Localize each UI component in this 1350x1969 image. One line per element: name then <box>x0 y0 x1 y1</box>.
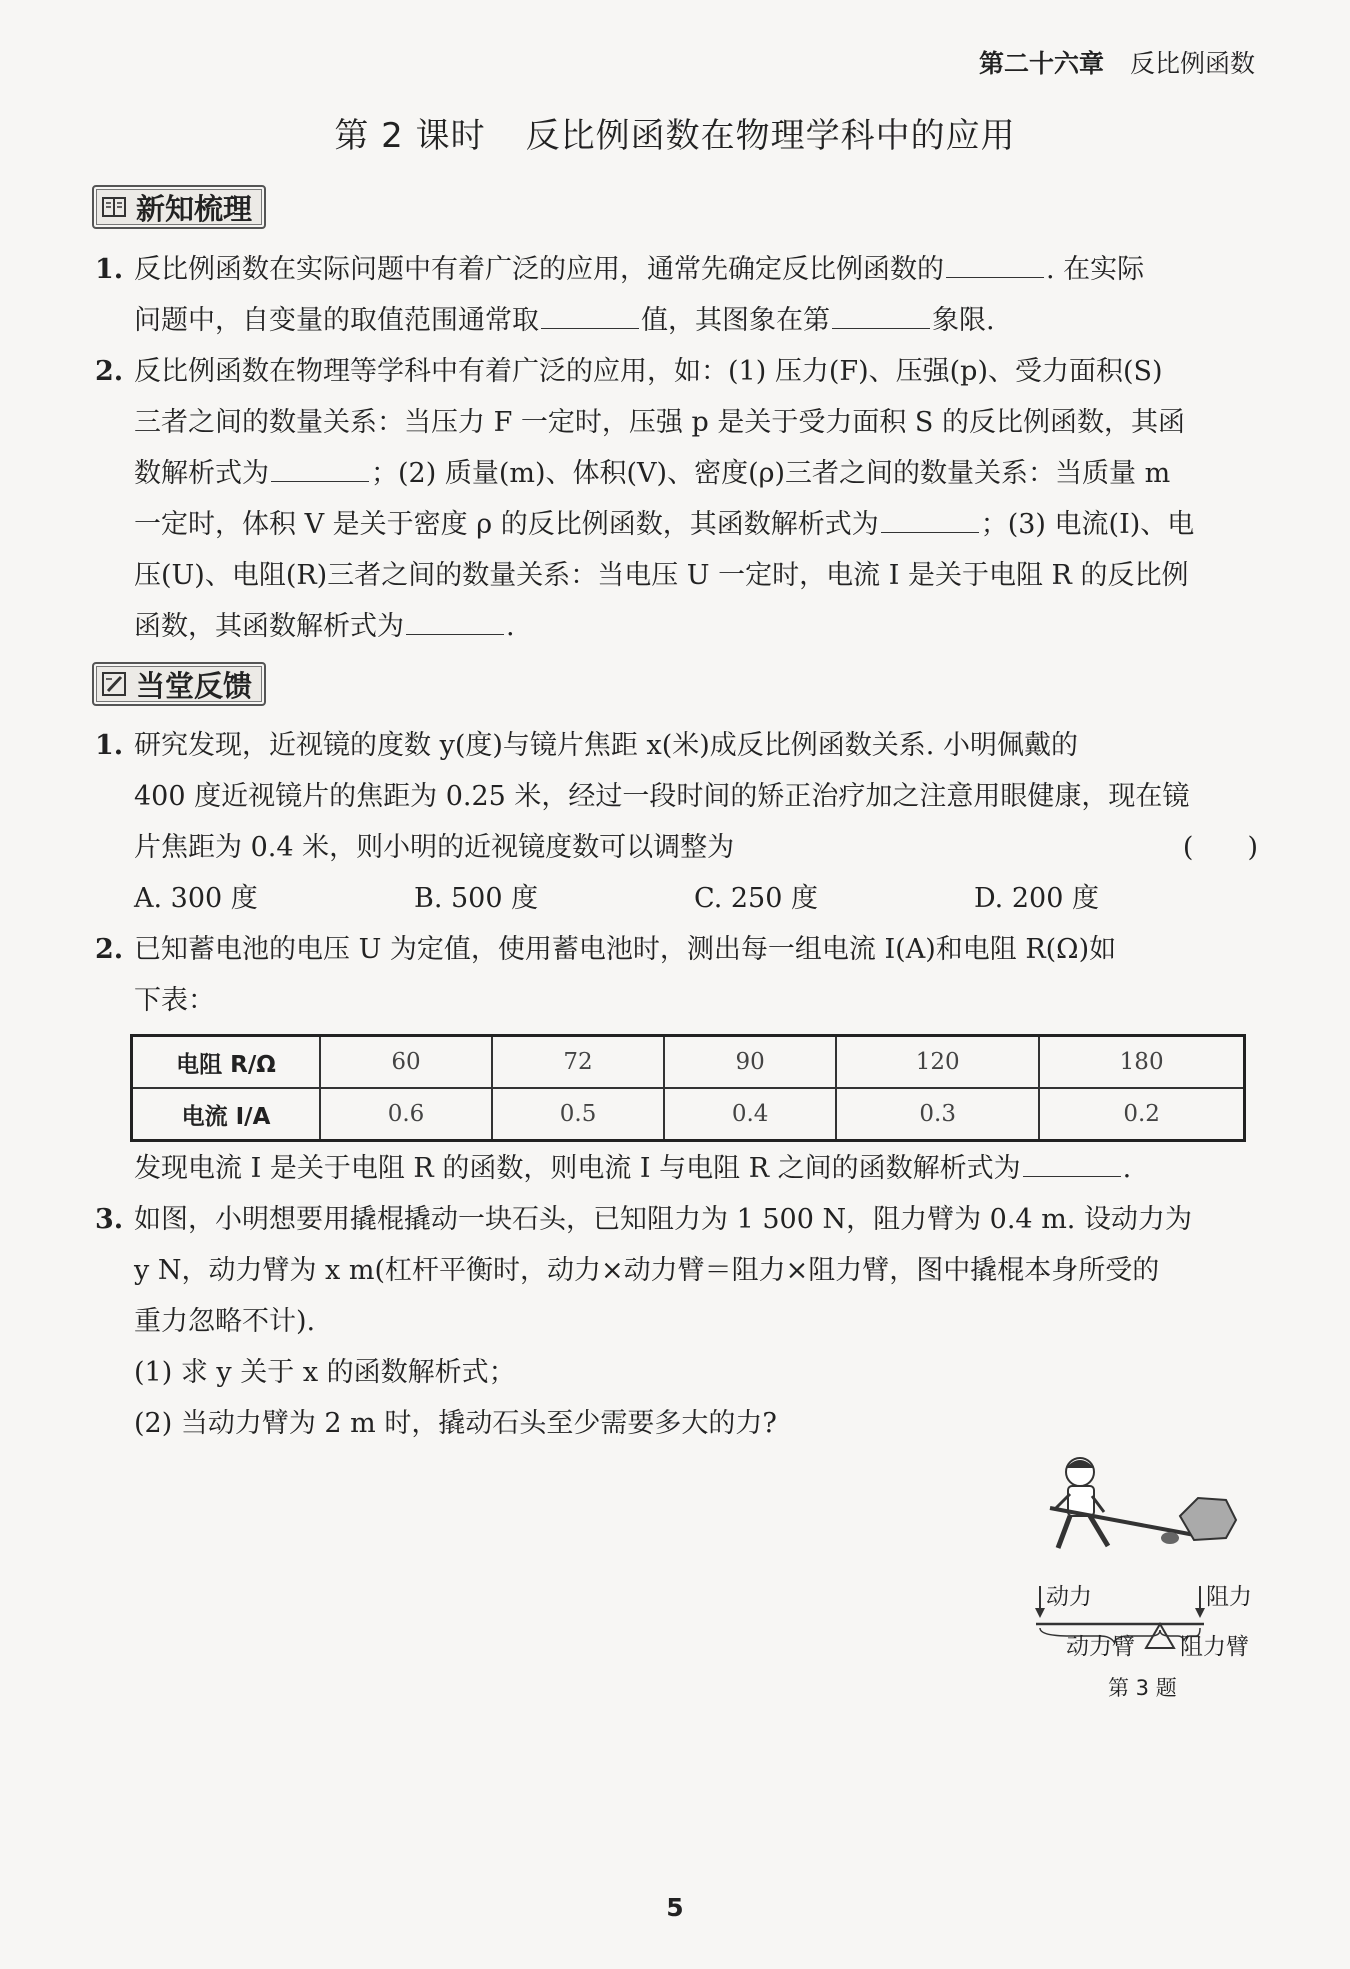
answer-blank <box>406 604 504 635</box>
resistance-current-table <box>130 1034 1246 1142</box>
sub-question-1: (1) 求 y 关于 x 的函数解析式； <box>134 1357 516 1388</box>
option-a: A. 300 度 <box>134 883 258 914</box>
book-icon <box>100 193 128 221</box>
question-number: 1. <box>95 730 124 761</box>
question-2-1 <box>96 720 1258 924</box>
question-text: 问题中，自变量的取值范围通常取 <box>134 305 539 336</box>
answer-blank <box>881 502 979 533</box>
chapter-header <box>979 44 1255 80</box>
question-text: . 在实际 <box>1046 254 1145 285</box>
question-text: y N，动力臂为 x m(杠杆平衡时，动力×动力臂＝阻力×阻力臂，图中撬棍本身所受的 <box>134 1255 1160 1286</box>
table-header-resistance: 电阻 R/Ω <box>132 1036 321 1089</box>
lever-illustration <box>1030 1450 1270 1580</box>
question-text: 数解析式为 <box>134 458 269 489</box>
answer-blank <box>1023 1146 1121 1177</box>
question-1-1 <box>96 244 1258 346</box>
question-2-3 <box>96 1194 1258 1449</box>
answer-blank <box>946 247 1044 278</box>
question-text: 三者之间的数量关系：当压力 F 一定时，压强 p 是关于受力面积 S 的反比例函数，其函 <box>134 407 1186 438</box>
question-text: . <box>1122 1153 1132 1184</box>
question-1-2 <box>96 346 1258 652</box>
option-d: D. 200 度 <box>974 883 1099 914</box>
question-text: 已知蓄电池的电压 U 为定值，使用蓄电池时，测出每一组电流 I(A)和电阻 R(Ω)如 <box>134 934 1117 965</box>
sub-question-2: (2) 当动力臂为 2 m 时，撬动石头至少需要多大的力? <box>134 1408 777 1439</box>
question-text: 反比例函数在实际问题中有着广泛的应用，通常先确定反比例函数的 <box>134 254 944 285</box>
question-number: 2. <box>95 934 124 965</box>
choice-options <box>134 873 1258 924</box>
question-number: 3. <box>95 1204 124 1235</box>
page-number: 5 <box>666 1893 684 1922</box>
figure-caption: 第 3 题 <box>1108 1676 1177 1700</box>
table-row <box>132 1036 1245 1089</box>
section-heading-new-knowledge <box>92 185 266 229</box>
question-number: 1. <box>95 254 124 285</box>
question-text: 片焦距为 0.4 米，则小明的近视镜度数可以调整为 <box>134 832 735 863</box>
table-cell: 0.6 <box>320 1088 492 1141</box>
lesson-title <box>0 108 1350 157</box>
table-cell: 120 <box>836 1036 1039 1089</box>
section-heading-text: 当堂反馈 <box>136 668 253 703</box>
answer-blank <box>541 298 639 329</box>
question-text: ；(3) 电流(I)、电 <box>980 509 1195 540</box>
resistance-arm-label: 阻力臂 <box>1180 1634 1249 1660</box>
question-text: 反比例函数在物理等学科中有着广泛的应用，如：(1) 压力(F)、压强(p)、受力面积(S) <box>134 356 1163 387</box>
table-cell: 0.4 <box>664 1088 836 1141</box>
chapter-number: 第二十六章 <box>978 49 1104 78</box>
table-header-current: 电流 I/A <box>132 1088 321 1141</box>
question-2-2-followup <box>96 1143 1258 1194</box>
table-row <box>132 1088 1245 1141</box>
lesson-name: 反比例函数在物理学科中的应用 <box>525 116 1016 156</box>
table-cell: 0.5 <box>492 1088 664 1141</box>
question-number: 2. <box>95 356 124 387</box>
answer-parentheses: ( ) <box>1182 832 1258 863</box>
question-text: 下表： <box>134 985 215 1016</box>
section-heading-text: 新知梳理 <box>136 191 253 226</box>
table-cell: 0.2 <box>1039 1088 1244 1141</box>
force-label: 动力 <box>1046 1584 1092 1610</box>
question-text: ；(2) 质量(m)、体积(V)、密度(ρ)三者之间的数量关系：当质量 m <box>371 458 1171 489</box>
question-text: 一定时，体积 V 是关于密度 ρ 的反比例函数，其函数解析式为 <box>134 509 879 540</box>
question-text: 函数，其函数解析式为 <box>134 611 404 642</box>
section-heading-feedback <box>92 662 266 706</box>
question-text: 值，其图象在第 <box>641 305 830 336</box>
question-text: 压(U)、电阻(R)三者之间的数量关系：当电压 U 一定时，电流 I 是关于电阻 R 的反比例 <box>134 560 1189 591</box>
table-cell: 180 <box>1039 1036 1244 1089</box>
force-arm-label: 动力臂 <box>1066 1634 1135 1660</box>
answer-blank <box>271 451 369 482</box>
question-text: 象限. <box>932 305 995 336</box>
pencil-note-icon <box>100 670 128 698</box>
lesson-part: 第 2 课时 <box>334 116 486 156</box>
chapter-name: 反比例函数 <box>1129 49 1255 78</box>
lever-figure <box>1030 1450 1270 1710</box>
question-2-2 <box>96 924 1258 1026</box>
table-cell: 0.3 <box>836 1088 1039 1141</box>
question-text: 如图，小明想要用撬棍撬动一块石头，已知阻力为 1 500 N，阻力臂为 0.4 m. 设动力为 <box>134 1204 1192 1235</box>
question-text: 研究发现，近视镜的度数 y(度)与镜片焦距 x(米)成反比例函数关系. 小明佩戴的 <box>134 730 1078 761</box>
resistance-label: 阻力 <box>1206 1584 1252 1610</box>
question-text: 重力忽略不计). <box>134 1306 316 1337</box>
table-cell: 60 <box>320 1036 492 1089</box>
question-text: . <box>506 611 515 642</box>
option-c: C. 250 度 <box>694 883 818 914</box>
question-text: 发现电流 I 是关于电阻 R 的函数，则电流 I 与电阻 R 之间的函数解析式为 <box>134 1153 1021 1184</box>
question-text: 400 度近视镜片的焦距为 0.25 米，经过一段时间的矫正治疗加之注意用眼健康，现在镜 <box>134 781 1190 812</box>
table-cell: 90 <box>664 1036 836 1089</box>
answer-blank <box>832 298 930 329</box>
option-b: B. 500 度 <box>414 883 539 914</box>
table-cell: 72 <box>492 1036 664 1089</box>
